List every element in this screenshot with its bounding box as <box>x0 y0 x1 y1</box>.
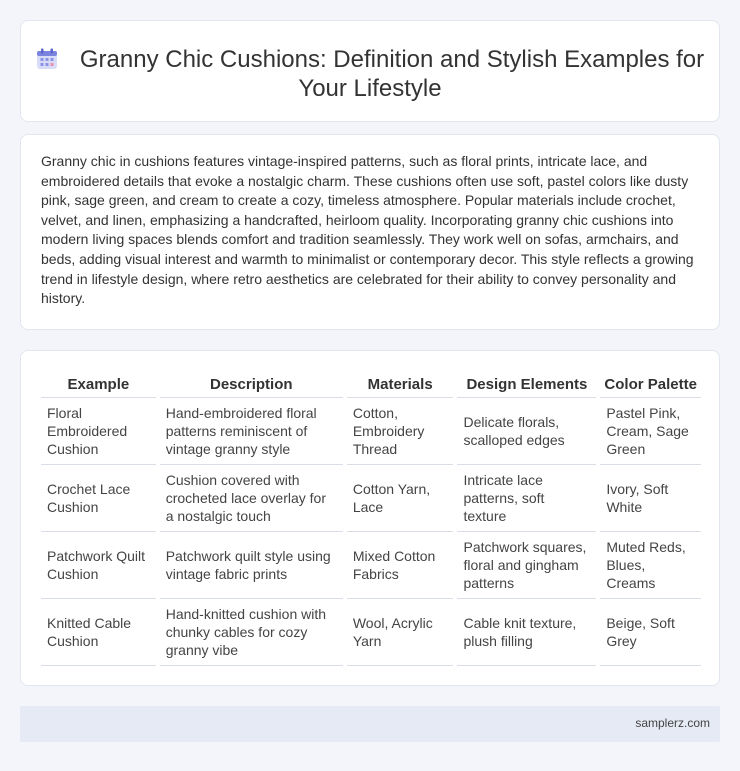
cell-materials: Cotton Yarn, Lace <box>347 465 454 532</box>
footer-bar <box>20 706 720 742</box>
cell-design-elements: Intricate lace patterns, soft texture <box>457 465 596 532</box>
cell-color-palette: Pastel Pink, Cream, Sage Green <box>600 398 701 465</box>
cell-design-elements: Cable knit texture, plush filling <box>457 599 596 666</box>
cell-example: Crochet Lace Cushion <box>41 465 156 532</box>
page-title: Granny Chic Cushions: Definition and Stylish Examples for Your Lifestyle <box>79 46 705 102</box>
cell-materials: Cotton, Embroidery Thread <box>347 398 454 465</box>
column-header-materials: Materials <box>347 371 454 398</box>
cell-description: Hand-knitted cushion with chunky cables for cozy granny vibe <box>160 599 343 666</box>
cell-design-elements: Delicate florals, scalloped edges <box>457 398 596 465</box>
intro-paragraph: Granny chic in cushions features vintage-inspired patterns, such as floral prints, intricate lace, and embroidered details that evoke a nostalgic charm. These cushions often use soft, pastel colors like dusty pink, sage green, and cream to create a cozy, timeless atmosphere. Popular materials include crochet, velvet, and linen, emphasizing a handcrafted, heirloom quality. Incorporating granny chic cushions into modern living spaces blends comfort and tradition seamlessly. They work well on sofas, armchairs, and beds, adding visual interest and warmth to minimalist or contemporary decor. This style reflects a growing trend in lifestyle design, where retro aesthetics are celebrated for their ability to convey personality and history. <box>41 153 694 307</box>
cell-example: Knitted Cable Cushion <box>41 599 156 666</box>
table-row <box>41 398 701 465</box>
cell-description: Hand-embroidered floral patterns reminiscent of vintage granny style <box>160 398 343 465</box>
cell-color-palette: Ivory, Soft White <box>600 465 701 532</box>
cell-example: Patchwork Quilt Cushion <box>41 532 156 599</box>
table-card <box>20 350 720 686</box>
column-header-color-palette: Color Palette <box>600 371 701 398</box>
page-title-wrap <box>21 45 719 103</box>
table-row <box>41 532 701 599</box>
footer-site-link[interactable]: samplerz.com <box>635 716 710 730</box>
cell-description: Cushion covered with crocheted lace overlay for a nostalgic touch <box>160 465 343 532</box>
intro-card <box>20 134 720 330</box>
calendar-icon <box>36 48 58 70</box>
table-header-row <box>41 371 701 398</box>
cell-design-elements: Patchwork squares, floral and gingham patterns <box>457 532 596 599</box>
column-header-description: Description <box>160 371 343 398</box>
cell-description: Patchwork quilt style using vintage fabric prints <box>160 532 343 599</box>
column-header-example: Example <box>41 371 156 398</box>
table-row <box>41 599 701 666</box>
column-header-design-elements: Design Elements <box>457 371 596 398</box>
cell-materials: Mixed Cotton Fabrics <box>347 532 454 599</box>
cell-example: Floral Embroidered Cushion <box>41 398 156 465</box>
examples-table <box>37 371 705 666</box>
cell-materials: Wool, Acrylic Yarn <box>347 599 454 666</box>
cell-color-palette: Muted Reds, Blues, Creams <box>600 532 701 599</box>
cell-color-palette: Beige, Soft Grey <box>600 599 701 666</box>
title-card <box>20 20 720 122</box>
table-row <box>41 465 701 532</box>
